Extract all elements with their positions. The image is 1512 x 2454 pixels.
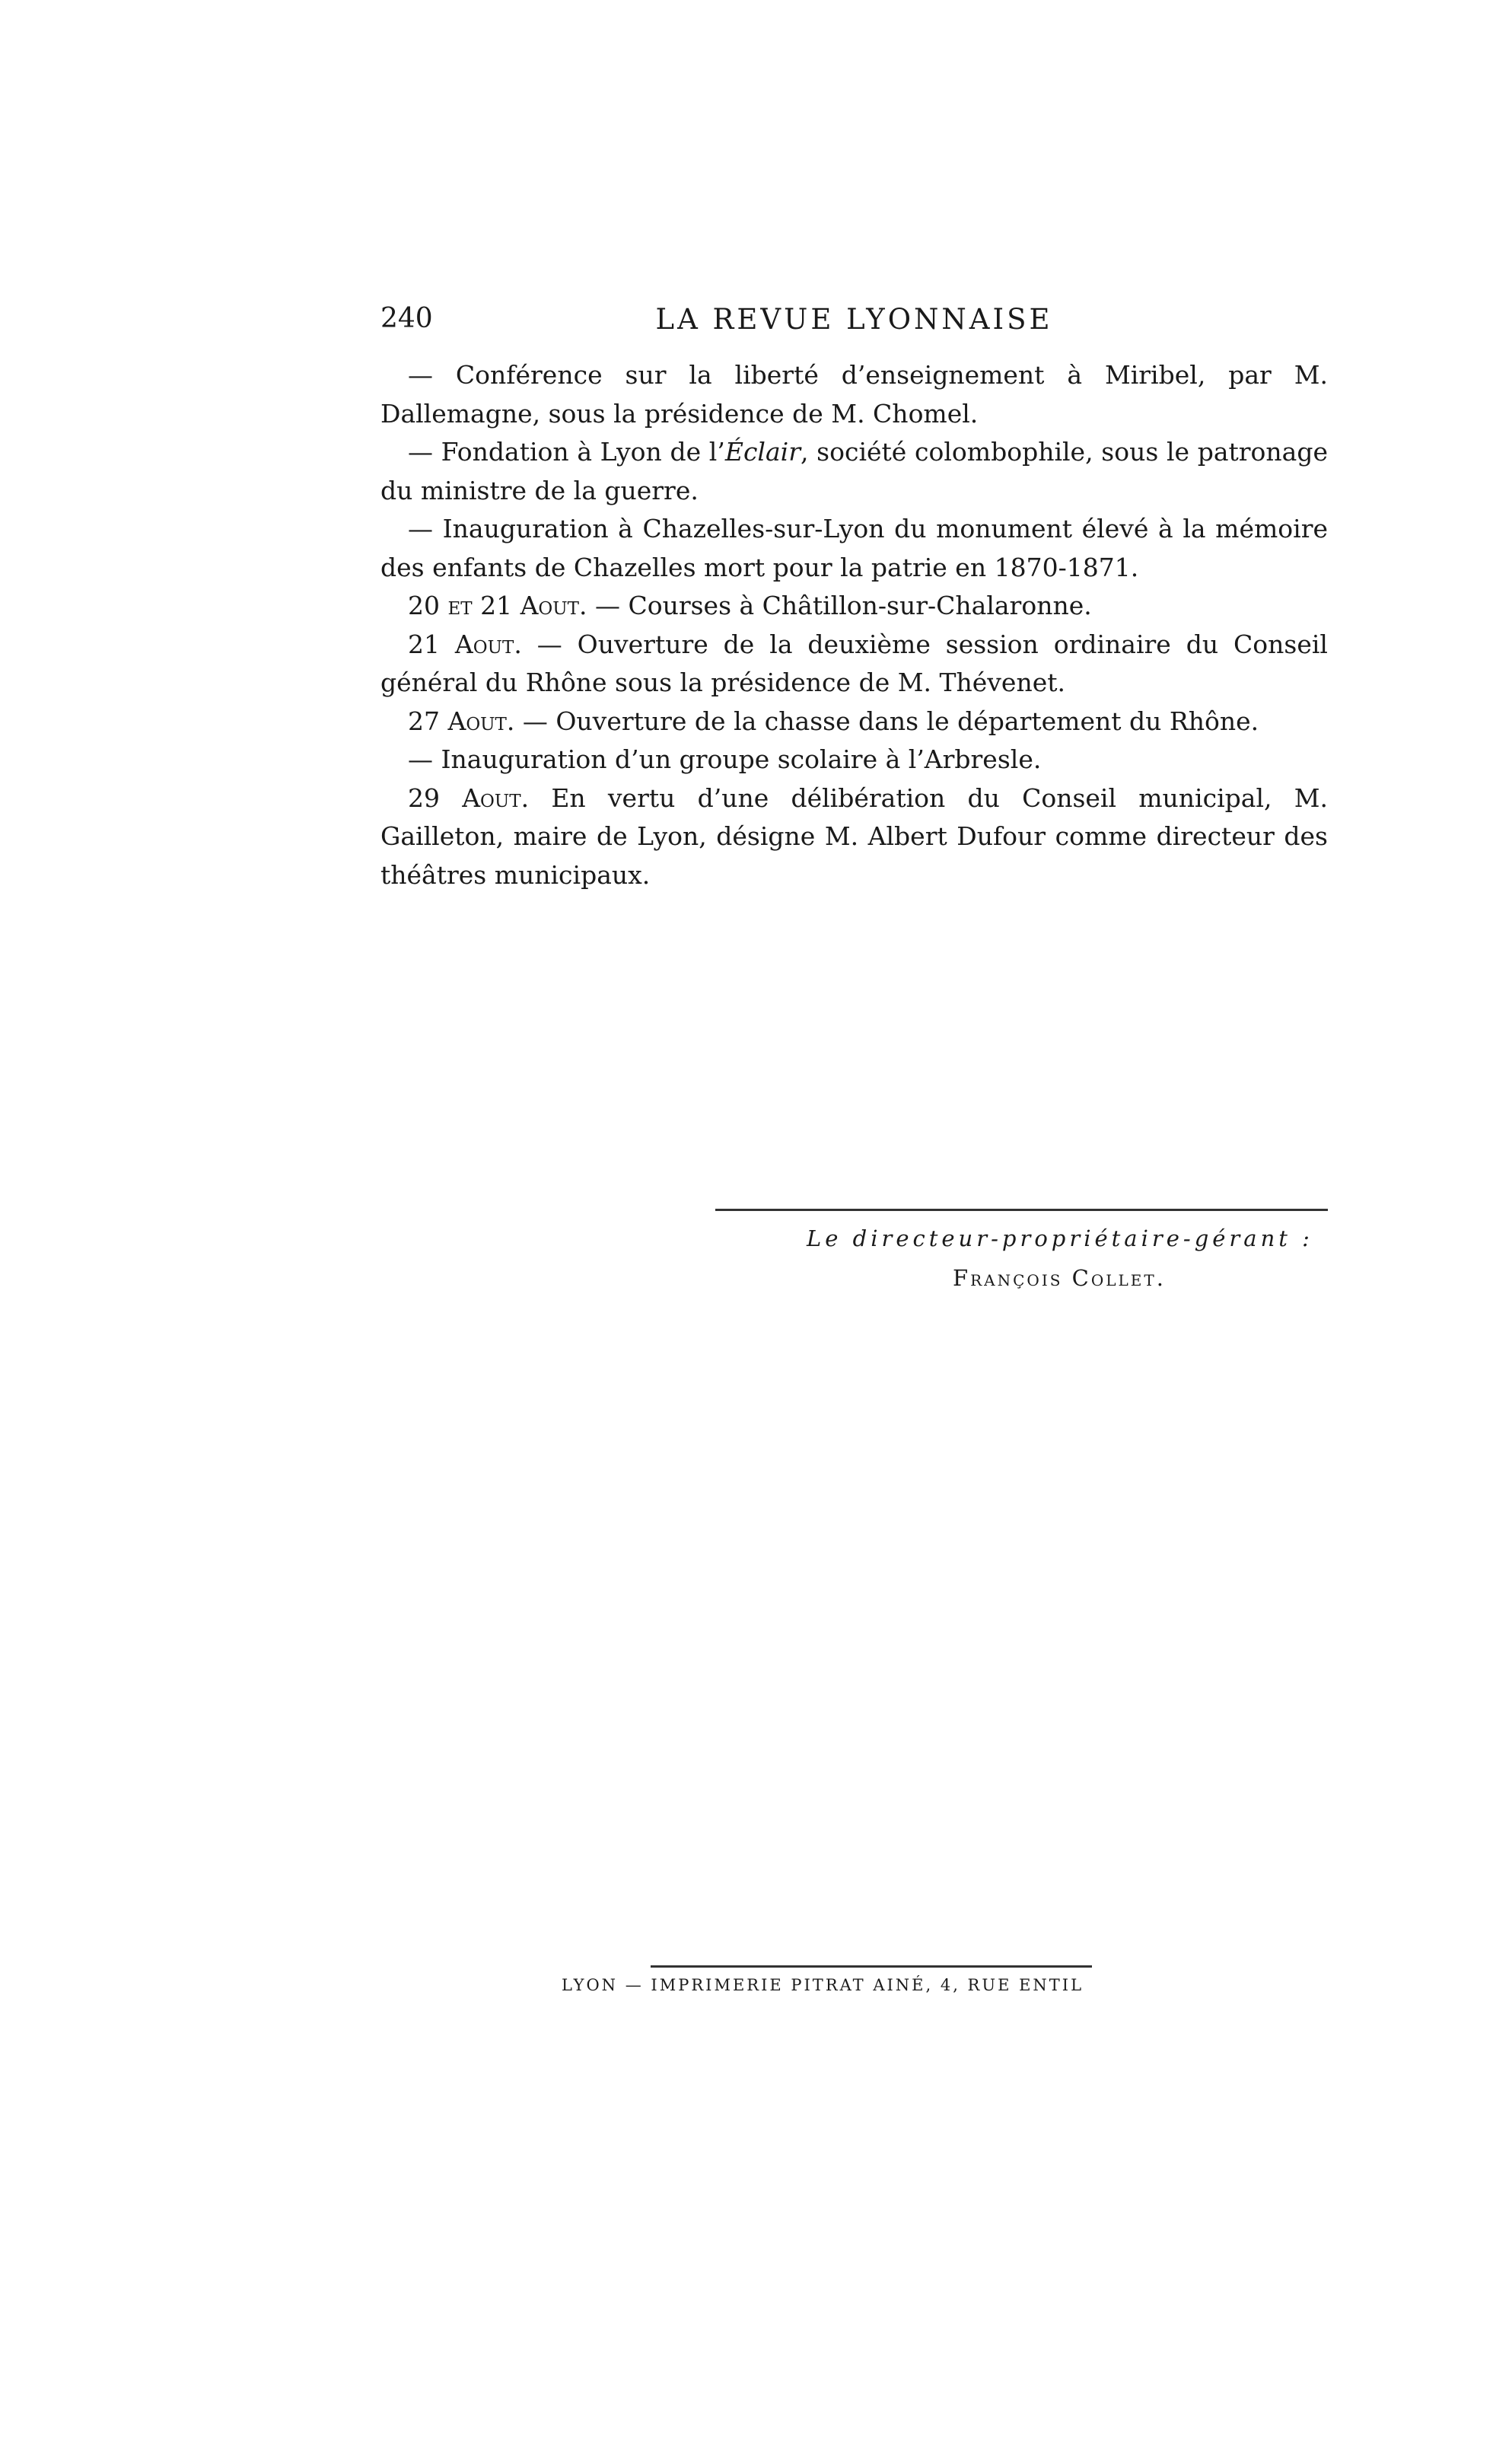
entry-text: En vertu d’une délibération du Conseil municipal, M. Gailleton, maire de Lyon, désigne M. Albert Dufour comme directeur des théâtres municipaux. xyxy=(380,782,1328,890)
entry-courses-chatillon xyxy=(380,587,1328,626)
entry-date: 29 Aout. xyxy=(408,782,530,813)
entry-emphasis: Éclair xyxy=(724,437,801,467)
entry-text: — Ouverture de la deuxième session ordinaire du Conseil général du Rhône sous la présidence de M. Thévenet. xyxy=(380,629,1328,697)
entry-text: , société colombophile, sous le patronage du ministre de la guerre. xyxy=(380,437,1328,505)
entry-date: 21 Aout. xyxy=(408,629,522,659)
entry-date: 27 Aout. xyxy=(408,706,515,736)
entry-date: 20 et 21 Aout. xyxy=(408,591,587,620)
page-number: 240 xyxy=(380,303,433,334)
entry-text: — Inauguration à Chazelles-sur-Lyon du monument élevé à la mémoire des enfants de Chazelles mort pour la patrie en 1870-1871. xyxy=(380,514,1328,582)
running-title: LA REVUE LYONNAISE xyxy=(655,303,1053,336)
entry-fondation-eclair xyxy=(380,433,1328,510)
page-header xyxy=(380,303,1328,349)
printer-imprint: LYON — IMPRIMERIE PITRAT AINÉ, 4, RUE ENTIL xyxy=(562,1976,1084,1994)
entry-text: — Fondation à Lyon de l’ xyxy=(408,437,725,467)
entry-groupe-scolaire xyxy=(380,741,1328,779)
signature-name: François Collet. xyxy=(953,1265,1166,1291)
signature-title: Le directeur-propriétaire-gérant : xyxy=(807,1225,1313,1251)
entry-conference-miribel xyxy=(380,356,1328,433)
entry-text: — Courses à Châtillon-sur-Chalaronne. xyxy=(587,591,1092,620)
entry-text: — Ouverture de la chasse dans le département du Rhône. xyxy=(514,706,1259,736)
printer-rule xyxy=(651,1965,1092,1968)
signature-rule xyxy=(715,1209,1328,1211)
entry-conseil-general xyxy=(380,626,1328,703)
entry-inauguration-chazelles xyxy=(380,510,1328,587)
entry-text: — Conférence sur la liberté d’enseignement à Miribel, par M. Dallemagne, sous la présidence de M. Chomel. xyxy=(380,360,1328,429)
entry-chasse xyxy=(380,703,1328,741)
entry-theatres-municipaux xyxy=(380,779,1328,895)
entry-text: — Inauguration d’un groupe scolaire à l’Arbresle. xyxy=(408,744,1042,774)
chronicle-body xyxy=(380,356,1328,894)
